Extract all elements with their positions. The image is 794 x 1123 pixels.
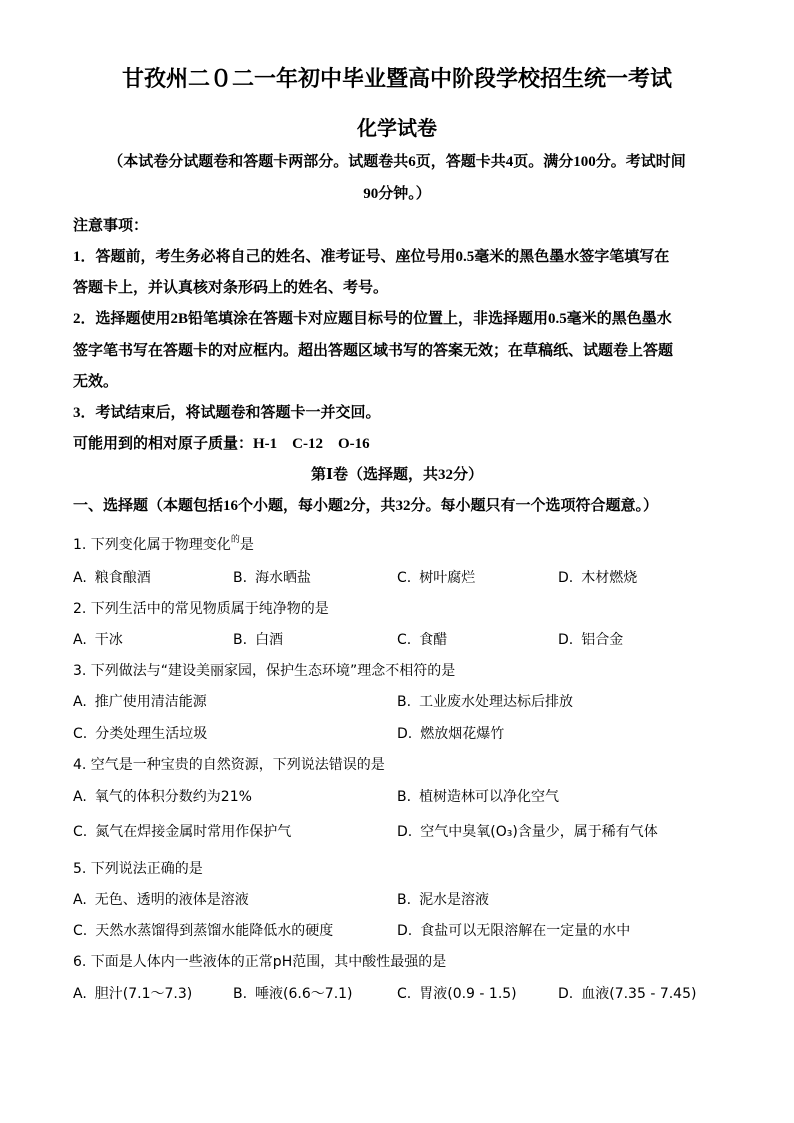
atomic-mass-line: 可能用到的相对原子质量：H-1 C-12 O-16 [73, 436, 370, 452]
q3-option-b [397, 691, 573, 711]
question-stem-superscript: 的 [230, 535, 240, 545]
option-text: 树叶腐烂 [419, 570, 476, 586]
option-text: 推广使用清洁能源 [94, 694, 207, 710]
option-label: C. [73, 923, 88, 939]
note-1-line-2: 答题卡上，并认真核对条形码上的姓名、考号。 [73, 280, 389, 296]
option-label: B. [397, 789, 412, 805]
option-text: 海水晒盐 [255, 570, 312, 586]
q5-option-d [397, 920, 630, 940]
option-text: 分类处理生活垃圾 [95, 726, 208, 742]
option-label: D. [558, 986, 574, 1002]
q1-option-c [397, 567, 475, 587]
option-label: C. [73, 824, 88, 840]
option-label: A. [73, 632, 87, 648]
option-label: B. [397, 892, 412, 908]
option-text: 食醋 [419, 632, 448, 648]
q5-option-b [397, 889, 489, 909]
q6-option-d [558, 983, 696, 1003]
q4-option-b [397, 786, 559, 806]
option-text: 氧气的体积分数约为21% [94, 789, 252, 805]
option-text: 天然水蒸馏得到蒸馏水能降低水的硬度 [95, 923, 334, 939]
q3-option-a [73, 691, 207, 711]
option-text: 泥水是溶液 [419, 892, 490, 908]
option-text: 胃液(0.9 - 1.5) [419, 986, 517, 1002]
question-6-stem: 6. 下面是人体内一些液体的正常pH范围，其中酸性最强的是 [73, 954, 447, 970]
note-3: 3．考试结束后，将试题卷和答题卡一并交回。 [73, 405, 381, 421]
question-4-stem: 4. 空气是一种宝贵的自然资源，下列说法错误的是 [73, 757, 385, 773]
option-label: C. [397, 986, 412, 1002]
q5-option-c [73, 920, 333, 940]
q5-option-a [73, 889, 249, 909]
q3-option-c [73, 723, 207, 743]
option-label: A. [73, 986, 87, 1002]
option-label: D. [558, 570, 574, 586]
option-text: 唾液(6.6～7.1) [255, 986, 353, 1002]
option-label: B. [233, 986, 248, 1002]
q6-option-c [397, 983, 517, 1003]
section-heading: 一、选择题（本题包括16个小题，每小题2分，共32分。每小题只有一个选项符合题意。） [73, 498, 659, 514]
option-label: A. [73, 694, 87, 710]
subject-title: 化学试卷 [357, 118, 437, 140]
option-text: 干冰 [94, 632, 123, 648]
option-label: B. [233, 570, 248, 586]
option-label: C. [397, 632, 412, 648]
option-text: 燃放烟花爆竹 [420, 726, 505, 742]
note-2-line-2: 签字笔书写在答题卡的对应框内。超出答题区域书写的答案无效；在草稿纸、试题卷上答题 [73, 343, 674, 359]
q2-option-a [73, 629, 123, 649]
question-stem-text: 1. 下列变化属于物理变化 [73, 537, 231, 553]
option-label: C. [397, 570, 412, 586]
option-text: 胆汁(7.1～7.3) [94, 986, 193, 1002]
exam-info-line-1: （本试卷分试题卷和答题卡两部分。试题卷共6页，答题卡共4页。满分100分。考试时间 [108, 154, 686, 170]
note-1-line-1: 1．答题前，考生务必将自己的姓名、准考证号、座位号用0.5毫米的黑色墨水签字笔填写在 [73, 249, 670, 265]
option-text: 空气中臭氧(O₃)含量少，属于稀有气体 [420, 824, 658, 840]
note-2-line-1: 2．选择题使用2B铅笔填涂在答题卡对应题目标号的位置上，非选择题用0.5毫米的黑色墨水 [73, 311, 672, 327]
q1-option-d [558, 567, 637, 587]
q1-option-b [233, 567, 311, 587]
option-label: D. [397, 923, 413, 939]
question-stem-end: 是 [239, 537, 254, 553]
q2-option-d [558, 629, 623, 649]
q2-option-c [397, 629, 447, 649]
notes-heading: 注意事项： [73, 218, 149, 234]
option-text: 氮气在焊接金属时常用作保护气 [95, 824, 292, 840]
option-label: A. [73, 892, 87, 908]
option-text: 无色、透明的液体是溶液 [94, 892, 249, 908]
option-label: D. [397, 726, 413, 742]
q4-option-d [397, 821, 658, 841]
exam-title: 甘孜州二０二一年初中毕业暨高中阶段学校招生统一考试 [121, 66, 672, 91]
question-3-stem: 3. 下列做法与“建设美丽家园，保护生态环境”理念不相符的是 [73, 663, 456, 679]
option-label: B. [397, 694, 412, 710]
option-text: 白酒 [255, 632, 284, 648]
part-title: 第Ⅰ卷（选择题，共32分） [310, 467, 484, 483]
question-5-stem: 5. 下列说法正确的是 [73, 861, 203, 877]
question-2-stem: 2. 下列生活中的常见物质属于纯净物的是 [73, 601, 329, 617]
option-text: 血液(7.35 - 7.45) [581, 986, 697, 1002]
option-text: 木材燃烧 [581, 570, 638, 586]
option-label: A. [73, 570, 87, 586]
option-text: 植树造林可以净化空气 [419, 789, 560, 805]
option-label: B. [233, 632, 248, 648]
q1-option-a [73, 567, 151, 587]
option-text: 工业废水处理达标后排放 [419, 694, 574, 710]
exam-info-line-2: 90分钟。） [363, 186, 431, 202]
q4-option-c [73, 821, 291, 841]
option-label: A. [73, 789, 87, 805]
note-2-line-3: 无效。 [73, 374, 119, 390]
question-1-stem [73, 534, 254, 554]
q4-option-a [73, 786, 252, 806]
option-text: 食盐可以无限溶解在一定量的水中 [420, 923, 631, 939]
q6-option-a [73, 983, 192, 1003]
q3-option-d [397, 723, 504, 743]
q2-option-b [233, 629, 283, 649]
option-label: D. [558, 632, 574, 648]
option-text: 铝合金 [581, 632, 624, 648]
option-text: 粮食酿酒 [94, 570, 151, 586]
option-label: D. [397, 824, 413, 840]
q6-option-b [233, 983, 353, 1003]
option-label: C. [73, 726, 88, 742]
